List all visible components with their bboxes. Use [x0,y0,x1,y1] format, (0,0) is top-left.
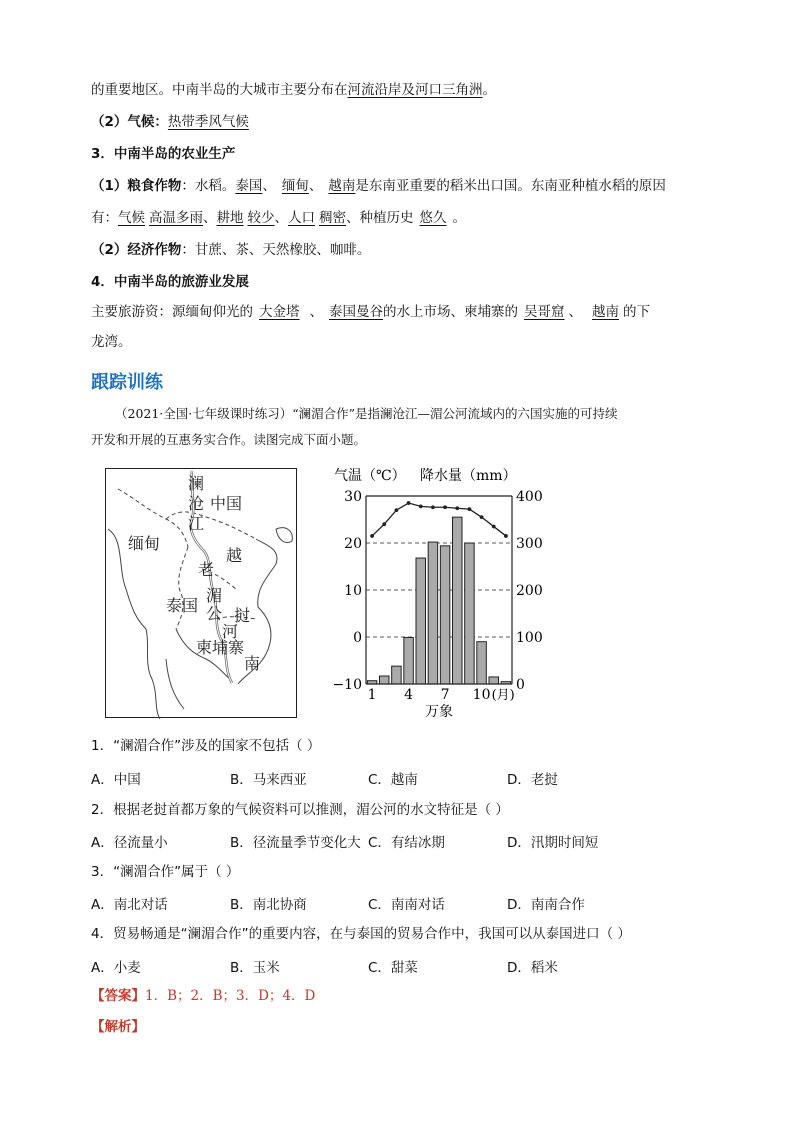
month-tick-label: 7 [440,687,450,703]
analysis-label: 【解析】 [91,1019,145,1035]
question-4-option-b[interactable]: B．玉米 [230,960,280,976]
question-2-stem: 2．根据老挝首都万象的气候资料可以推测，湄公河的水文特征是（ ） [91,802,509,818]
temp-tick-label: 20 [344,536,362,552]
map-label: 老 [198,560,215,579]
answer-blank: 大金塔 [259,304,300,320]
temperature-point [492,525,496,529]
answer-label: 【答案】 [91,988,145,1004]
text-line-climate [91,112,249,132]
text-line-tourism [91,302,650,322]
x-unit-label: (月) [491,688,515,703]
precip-tick-label: 100 [516,630,543,646]
map-label-china: 中国 [210,494,243,513]
temperature-point [443,505,447,509]
text: 、 [309,304,323,320]
precip-bar [392,666,401,684]
text: 的水上市场、柬埔寨的 [383,304,518,320]
question-4-option-a[interactable]: A．小麦 [91,960,141,976]
answer-blank: 吴哥窟 [524,304,565,320]
intro-line-2: 开发和开展的互惠务实合作。读图完成下面小题。 [91,432,367,447]
map-label: 河 [222,622,239,641]
temp-tick-label: −10 [332,677,362,693]
text: 是东南亚重要的稻米出口国。东南亚种植水稻的原因 [355,178,666,194]
mekong-map [105,468,297,718]
temperature-point [407,501,411,505]
temperature-point [370,534,374,538]
text: 。 [482,82,496,98]
month-tick-label: 1 [367,687,377,703]
answer-line [91,986,315,1006]
question-4-option-c[interactable]: C．甜菜 [368,960,418,976]
answer-blank: 耕地 [216,210,244,226]
precip-tick-label: 0 [516,677,525,693]
temperature-point [419,504,423,508]
text: 、种植历史 [346,210,414,226]
answer-text: 1．B；2．B；3．D；4．D [145,988,316,1004]
question-3-option-d[interactable]: D．南南合作 [507,897,585,913]
text: 、 [568,304,582,320]
temperature-point [504,534,508,538]
temperature-point [455,506,459,510]
answer-blank: 悠久 [419,210,447,226]
question-4-stem: 4．贸易畅通是“澜湄合作”的重要内容，在与泰国的贸易合作中，我国可以从泰国进口（ ） [91,926,631,942]
item-label: （2）气候： [91,114,168,130]
answer-blank: 越南 [328,178,356,194]
question-2-option-a[interactable]: A．径流量小 [91,835,168,851]
temp-tick-label: 10 [344,583,362,599]
precip-bar [453,517,462,684]
text: 有： [91,210,118,226]
map-label-myanmar: 缅甸 [128,534,161,553]
precip-bar [489,677,498,684]
climate-chart-svg [332,462,543,722]
month-tick-label: 10 [472,687,491,703]
map-label: 沧 [188,494,205,513]
text-line-grain [91,176,666,196]
text: 主要旅游资：源缅甸仰光的 [91,304,253,320]
answer-blank: 稠密 [319,210,346,226]
text: 的下 [623,304,650,320]
precip-bar [477,642,486,684]
question-3-stem: 3．“澜湄合作”属于（ ） [91,864,240,880]
answer-blank: 气候 [118,210,145,226]
text: 、 [308,178,323,194]
answer-blank: 越南 [592,304,619,320]
question-1-option-c[interactable]: C．越南 [368,772,418,788]
map-label: 湄 [206,586,223,605]
map-label: 南 [244,654,261,673]
precip-bar [404,637,413,684]
text: 、 [203,210,217,226]
answer-blank: 热带季风气候 [167,114,249,130]
text-line-cash-crops [91,240,370,260]
question-1-stem: 1．“澜湄合作”涉及的国家不包括（ ） [91,738,321,754]
question-3-option-b[interactable]: B．南北协商 [230,897,307,913]
precip-tick-label: 200 [516,583,543,599]
temperature-point [480,515,484,519]
answer-blank: 高温多雨 [149,210,203,226]
heading-agriculture: 3．中南半岛的农业生产 [91,146,236,162]
text-line-rice-reasons [91,208,466,228]
precip-bar [428,542,437,684]
text: 的重要地区。中南半岛的大城市主要分布在 [91,82,348,98]
question-1-option-d[interactable]: D．老挝 [507,772,558,788]
left-axis-title: 气温（℃） [334,468,406,484]
text: ：水稻。 [181,178,236,194]
right-axis-title: 降水量（mm） [420,468,517,484]
question-2-option-d[interactable]: D．汛期时间短 [507,835,599,851]
map-label-thailand: 泰国 [166,596,199,615]
precip-tick-label: 400 [516,489,543,505]
map-label: 挝 [234,606,251,625]
question-1-option-a[interactable]: A．中国 [91,772,141,788]
map-label: 越 [226,546,243,565]
precip-bar [465,543,474,684]
answer-blank: 泰国 [235,178,263,194]
temp-tick-label: 0 [353,630,362,646]
section-title: 跟踪训练 [91,372,163,393]
precip-bar [416,558,425,684]
map-label: 江 [188,514,205,533]
text-line-cities [91,80,496,100]
answer-blank: 较少 [247,210,275,226]
question-3-option-c[interactable]: C．南南对话 [368,897,445,913]
question-1-option-b[interactable]: B．马来西亚 [230,772,307,788]
station-label: 万象 [425,704,453,720]
map-label: 澜 [188,474,205,493]
text: 。 [452,210,466,226]
question-2-option-c[interactable]: C．有结冰期 [368,835,445,851]
month-tick-label: 4 [404,687,414,703]
temperature-point [468,507,472,511]
question-3-option-a[interactable]: A．南北对话 [91,897,168,913]
temperature-line [372,503,506,536]
intro-line-1: （2021·全国·七年级课时练习）“澜湄合作”是指澜沧江—湄公河流域内的六国实施的可持续 [115,406,618,421]
text: ：甘蔗、茶、天然橡胶、咖啡。 [181,242,371,258]
answer-blank: 缅甸 [281,178,309,194]
precip-tick-label: 300 [516,536,543,552]
heading-tourism: 4．中南半岛的旅游业发展 [91,274,249,290]
text-line-halong: 龙湾。 [91,334,132,350]
temperature-point [382,522,386,526]
answer-blank: 泰国曼谷 [329,304,383,320]
temperature-point [431,505,435,509]
map-label-cambodia: 柬埔寨 [196,638,245,657]
answer-blank: 河流沿岸及河口三角洲 [347,82,483,98]
question-intro [91,401,711,453]
item-label: （1）粮食作物 [91,178,182,194]
question-4-option-d[interactable]: D．稻米 [507,960,558,976]
temperature-point [395,508,399,512]
question-2-option-b[interactable]: B．径流量季节变化大 [230,835,361,851]
map-label: 公 [206,604,223,623]
answer-blank: 人口 [288,210,315,226]
precip-bar [440,546,449,684]
text: 、 [262,178,276,194]
text: 、 [274,210,288,226]
climate-chart [332,462,543,722]
item-label: （2）经济作物 [91,242,182,258]
precip-bar [380,676,389,684]
temp-tick-label: 30 [344,489,362,505]
